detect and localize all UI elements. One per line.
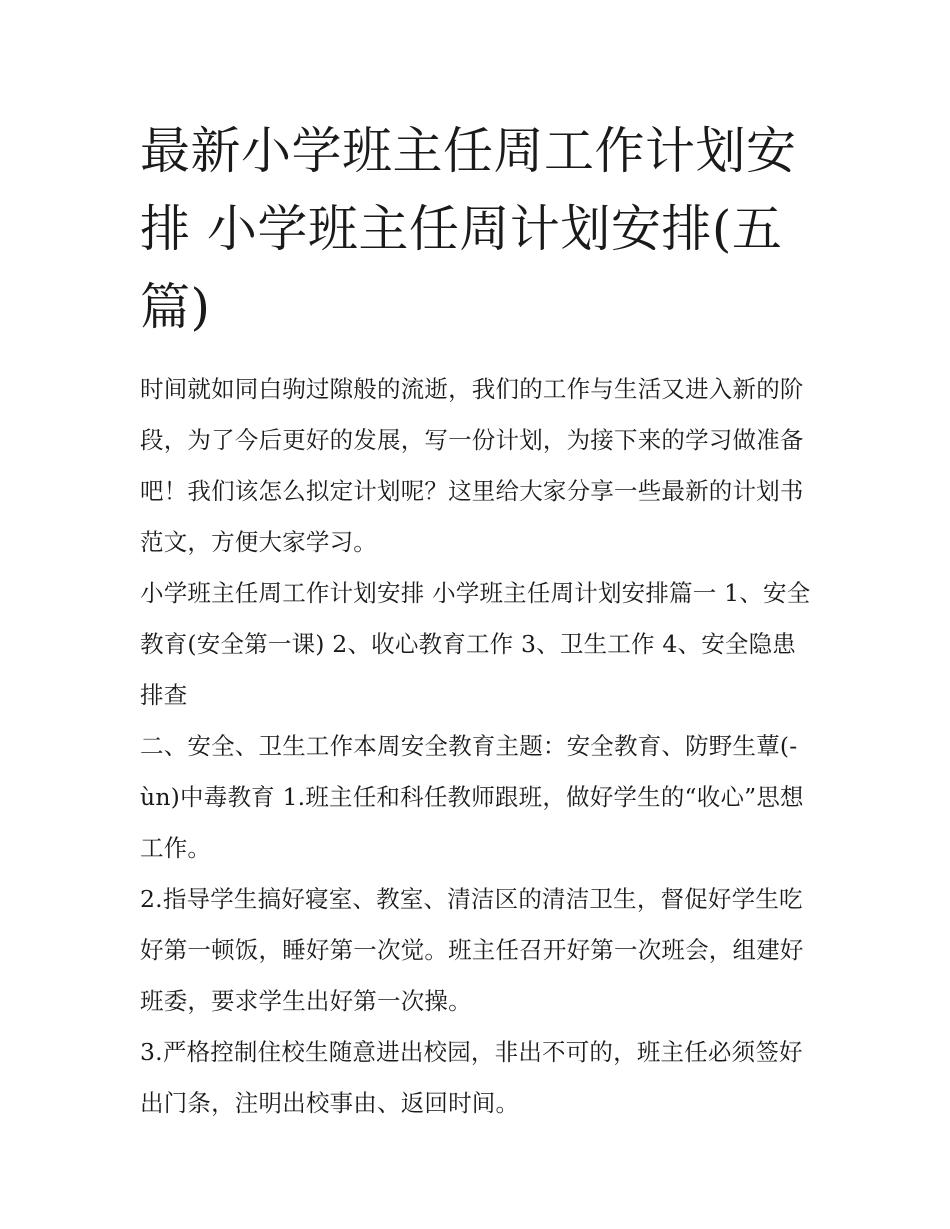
item-two-paragraph: 2.指导学生搞好寝室、教室、清洁区的清洁卫生，督促好学生吃好第一顿饭，睡好第一次觉。班主任召开好第一次班会，组建好班委，要求学生出好第一次操。 [140, 885, 804, 1015]
document-page [140, 112, 812, 1129]
document-title: 最新小学班主任周工作计划安排 小学班主任周计划安排(五篇) [140, 122, 797, 336]
safety-hygiene-paragraph: 二、安全、卫生工作本周安全教育主题：安全教育、防野生蕈(-ùn)中毒教育 1.班主任和科任教师跟班，做好学生的“收心”思想工作。 [140, 732, 804, 862]
item-three-paragraph: 3.严格控制住校生随意进出校园，非出不可的，班主任必须签好出门条，注明出校事由、返回时间。 [140, 1038, 803, 1117]
section-one-paragraph: 小学班主任周工作计划安排 小学班主任周计划安排篇一 1、安全教育(安全第一课) 2、收心教育工作 3、卫生工作 4、安全隐患排查 [140, 579, 811, 709]
intro-paragraph: 时间就如同白驹过隙般的流逝，我们的工作与生活又进入新的阶段，为了今后更好的发展，写一份计划，为接下来的学习做准备吧！我们该怎么拟定计划呢？这里给大家分享一些最新的计划书范文，方便大家学习。 [140, 375, 804, 556]
